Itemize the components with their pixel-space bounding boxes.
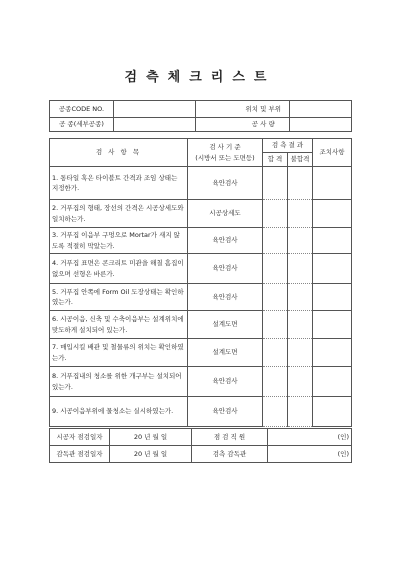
fail-cell[interactable] [288,311,313,339]
fail-cell[interactable] [288,397,313,427]
row-item: 4. 거푸집 표면은 콘크리트 미관을 해칠 흠집이 없으며 선형은 바른가. [50,254,188,284]
location-label: 위치 및 부위 [238,101,290,118]
table-row [50,339,352,367]
table-row [50,311,352,339]
row-criteria: 육안검사 [188,254,263,284]
column-criteria [188,139,263,167]
supervisor-seal[interactable]: (인) [268,446,352,463]
row-criteria: 설계도면 [188,339,263,367]
quantity-value[interactable] [290,118,352,132]
supervisor-label: 검측 감독관 [192,446,268,463]
location-value[interactable] [290,101,352,118]
row-item: 8. 거푸집내의 청소를 위한 개구부는 설치되어 있는가. [50,367,188,397]
column-action: 조치사항 [313,139,352,167]
fail-cell[interactable] [288,254,313,284]
row-criteria: 육안검사 [188,167,263,200]
column-item: 검 사 항 목 [50,139,188,167]
work-type-value[interactable] [114,118,196,132]
code-label: 공종CODE NO. [50,101,114,118]
action-cell[interactable] [313,339,352,367]
row-criteria: 육안검사 [188,367,263,397]
fail-cell[interactable] [288,284,313,311]
pass-cell[interactable] [263,228,288,254]
pass-cell[interactable] [263,254,288,284]
column-criteria-line1: 검 사 기 준 [209,143,241,152]
row-item: 2. 거푸집의 형태, 장선의 간격은 시공상세도와 일치하는가. [50,200,188,228]
contractor-date-label: 시공자 점검일자 [50,429,110,446]
fail-cell[interactable] [288,367,313,397]
pass-cell[interactable] [263,284,288,311]
row-criteria: 육안검사 [188,284,263,311]
pass-cell[interactable] [263,167,288,200]
table-row [50,397,352,427]
action-cell[interactable] [313,311,352,339]
inspector-label: 점 검 직 원 [192,429,268,446]
checklist-table [49,138,352,427]
row-criteria: 설계도면 [188,311,263,339]
pass-cell[interactable] [263,339,288,367]
row-item: 7. 매입시킬 배관 및 철물류의 위치는 확인하였는가. [50,339,188,367]
row-item: 9. 시공이음부위에 물청소는 실시하였는가. [50,397,188,427]
inspector-seal[interactable]: (인) [268,429,352,446]
table-row [50,228,352,254]
supervisor-date-label: 감독관 점검일자 [50,446,110,463]
fail-cell[interactable] [288,228,313,254]
action-cell[interactable] [313,367,352,397]
pass-cell[interactable] [263,367,288,397]
supervisor-date[interactable]: 20 년 월 일 [110,446,192,463]
pass-cell[interactable] [263,397,288,427]
action-cell[interactable] [313,397,352,427]
action-cell[interactable] [313,167,352,200]
row-item: 6. 시공이음, 신축 및 수축이음부는 설계위치에 맞도하게 설치되어 있는가. [50,311,188,339]
table-row [50,254,352,284]
action-cell[interactable] [313,228,352,254]
table-row [50,167,352,200]
row-criteria: 시공상세도 [188,200,263,228]
work-type-label: 공 종(세부공종) [50,118,114,132]
row-item: 3. 거푸집 이음부 구멍으로 Mortar가 새지 않도록 적절히 막았는가. [50,228,188,254]
page-title: 검측체크리스트 [124,70,276,85]
header-info-table [49,100,352,132]
row-criteria: 육안검사 [188,228,263,254]
signature-table [49,428,352,463]
contractor-date[interactable]: 20 년 월 일 [110,429,192,446]
quantity-label: 공 사 량 [238,118,290,132]
pass-cell[interactable] [263,200,288,228]
fail-cell[interactable] [288,167,313,200]
action-cell[interactable] [313,200,352,228]
table-row [50,367,352,397]
code-value[interactable] [114,101,196,118]
table-row [50,200,352,228]
action-cell[interactable] [313,254,352,284]
column-criteria-line2: (시방서 또는 도면등) [195,153,255,162]
action-cell[interactable] [313,284,352,311]
row-criteria: 육안검사 [188,397,263,427]
column-result: 검 측 결 과 [263,139,313,153]
column-fail: 불합격 [288,153,313,167]
row-item: 5. 거푸집 안쪽에 Form Oil 도장상태는 확인하였는가. [50,284,188,311]
row-item: 1. 통타일 혹은 타이블트 간격과 조임 상태는 지정한가. [50,167,188,200]
fail-cell[interactable] [288,200,313,228]
fail-cell[interactable] [288,339,313,367]
column-pass: 합 격 [263,153,288,167]
table-row [50,284,352,311]
pass-cell[interactable] [263,311,288,339]
